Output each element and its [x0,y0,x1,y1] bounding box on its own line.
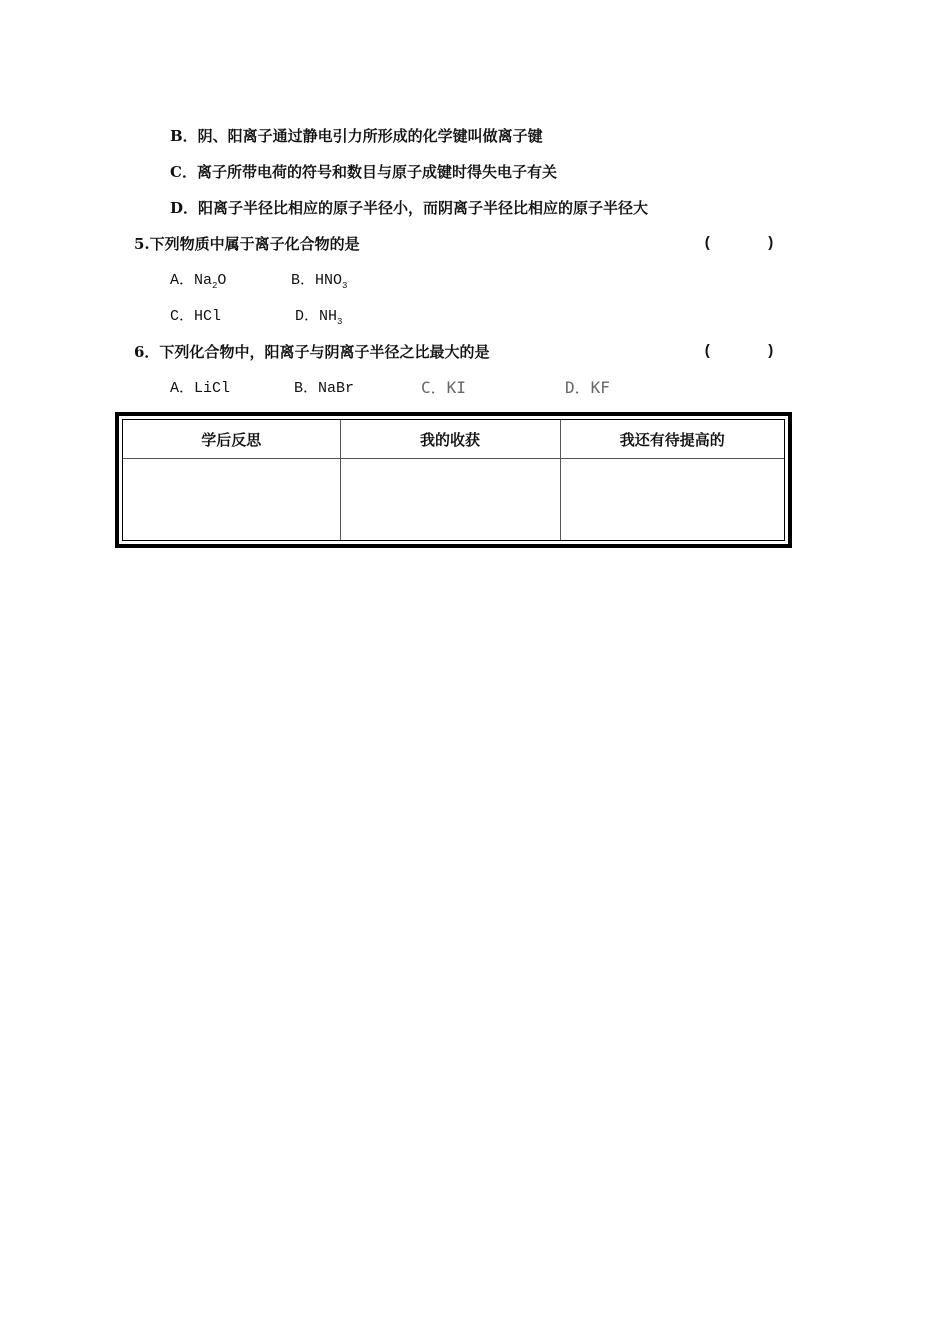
q6-option-c: C．KI [421,378,466,397]
q6-answer-blank: ( ) [703,343,776,360]
q5-option-a-label: A．Na [170,272,213,289]
reflection-table-inner-frame [122,419,785,541]
q5-option-b [291,271,347,296]
q4-option-c: C．离子所带电荷的符号和数目与原子成键时得失电子有关 [170,163,557,181]
q5-option-a-sub: 2 [212,281,218,291]
q5-stem: 5.下列物质中属于离子化合物的是 [134,235,360,253]
q6-option-b: B．NaBr [294,380,355,397]
q5-option-a [170,271,226,296]
gains-cell[interactable] [340,459,560,541]
q5-option-d [295,307,342,332]
q5-option-a-tail: O [217,272,227,289]
q5-option-c: C．HCl [170,308,222,325]
header-reflection: 学后反思 [123,420,340,459]
to-improve-cell[interactable] [560,459,784,541]
reflection-table-frame [115,412,792,548]
q5-option-d-sub: 3 [337,317,343,327]
q5-answer-blank: ( ) [703,235,776,252]
header-to-improve: 我还有待提高的 [560,420,784,459]
q4-option-b: B．阴、阳离子通过静电引力所形成的化学键叫做离子键 [170,127,543,145]
q6-stem: 6．下列化合物中，阳离子与阴离子半径之比最大的是 [134,343,490,361]
reflection-table-header-row [123,420,784,459]
q5-option-d-label: D．NH [295,308,338,325]
q5-option-b-label: B．HNO [291,272,343,289]
reflection-table [123,420,784,540]
reflection-table-body-row [123,459,784,541]
q6-option-d: D．KF [565,378,610,397]
q5-option-b-sub: 3 [342,281,348,291]
q4-option-d: D．阳离子半径比相应的原子半径小，而阴离子半径比相应的原子半径大 [170,199,649,217]
reflection-cell[interactable] [123,459,340,541]
q6-option-a: A．LiCl [170,380,231,397]
header-gains: 我的收获 [340,420,560,459]
